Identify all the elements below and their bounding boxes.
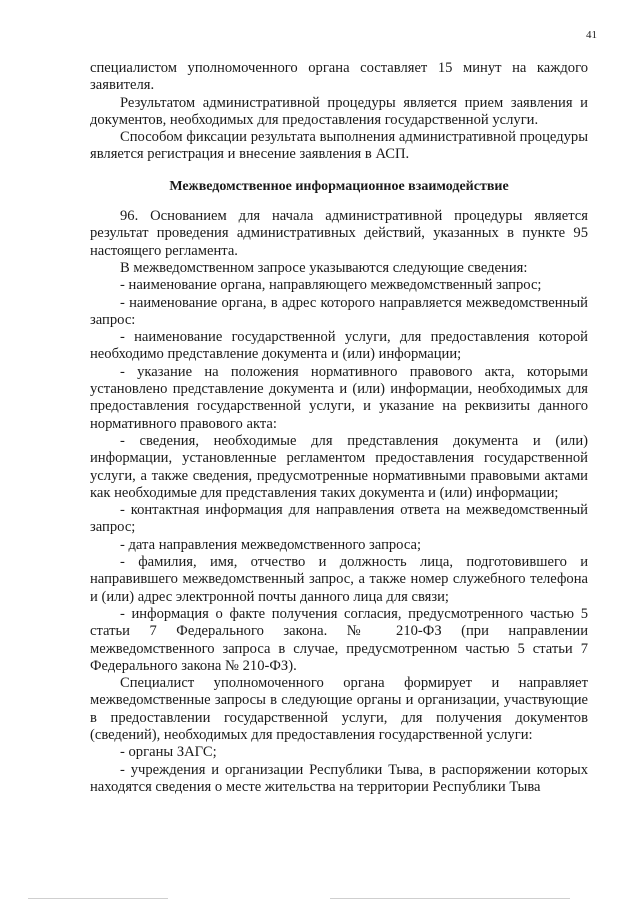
paragraph: Результатом административной процедуры является прием заявления и документов, необходимых для предоставления государственной услуги.: [90, 94, 588, 128]
document-body: [90, 60, 588, 796]
paragraph: - наименование органа, в адрес которого направляется межведомственный запрос:: [90, 294, 588, 328]
paragraph: - фамилия, имя, отчество и должность лица, подготовившего и направившего межведомственный запрос, а также номер служебного телефона и (или) адрес электронной почты данного лица для связи;: [90, 554, 588, 605]
page-number: 41: [586, 29, 597, 41]
paragraph: - сведения, необходимые для представления документа и (или) информации, установленные регламентом предоставления государственной услуги, а также сведения, предусмотренные нормативными правовыми актами как необходимые для представления таких документа и (или) информации;: [90, 432, 588, 501]
paragraph: - наименование органа, направляющего межведомственный запрос;: [120, 277, 542, 294]
paragraph: - информация о факте получения согласия, предусмотренного частью 5 статьи 7 Федерального закона. № 210-ФЗ (при направлении межведомственного запроса в случае, предусмотренном частью 5 статьи 7 Федерального закона № 210-ФЗ).: [90, 605, 588, 674]
paragraph: - учреждения и организации Республики Тыва, в распоряжении которых находятся сведения о месте жительства на территории Республики Тыва: [90, 761, 588, 795]
section-before-heading: [90, 60, 588, 164]
paragraph: В межведомственном запросе указываются следующие сведения:: [120, 259, 528, 276]
paragraph: специалистом уполномоченного органа составляет 15 минут на каждого заявителя.: [90, 60, 588, 94]
paragraph: 96. Основанием для начала административной процедуры является результат проведения административных действий, указанных в пункте 95 настоящего регламента.: [90, 208, 588, 259]
paragraph: - дата направления межведомственного запроса;: [120, 536, 422, 553]
paragraph: - органы ЗАГС;: [120, 744, 217, 761]
section-heading: Межведомственное информационное взаимодействие: [169, 178, 509, 194]
paragraph: - контактная информация для направления ответа на межведомственный запрос;: [90, 502, 588, 536]
paragraph: Специалист уполномоченного органа формирует и направляет межведомственные запросы в следующие органы и организации, участвующие в предоставлении государственной услуги, для получения документов (сведений), необходимых для предоставления государственной услуги:: [90, 675, 588, 743]
paragraph: - указание на положения нормативного правового акта, которыми установлено представление документа и (или) информации, необходимых для предоставления государственной услуги, и указание на реквизиты данного нормативного правового акта:: [90, 363, 588, 432]
footer-scan-line-right: [330, 898, 570, 899]
section-after-heading: [90, 208, 588, 796]
paragraph: - наименование государственной услуги, для предоставления которой необходимо представление документа и (или) информации;: [90, 329, 588, 363]
paragraph: Способом фиксации результата выполнения административной процедуры является регистрация и внесение заявления в АСП.: [90, 129, 588, 163]
footer-scan-line-left: [28, 898, 168, 899]
